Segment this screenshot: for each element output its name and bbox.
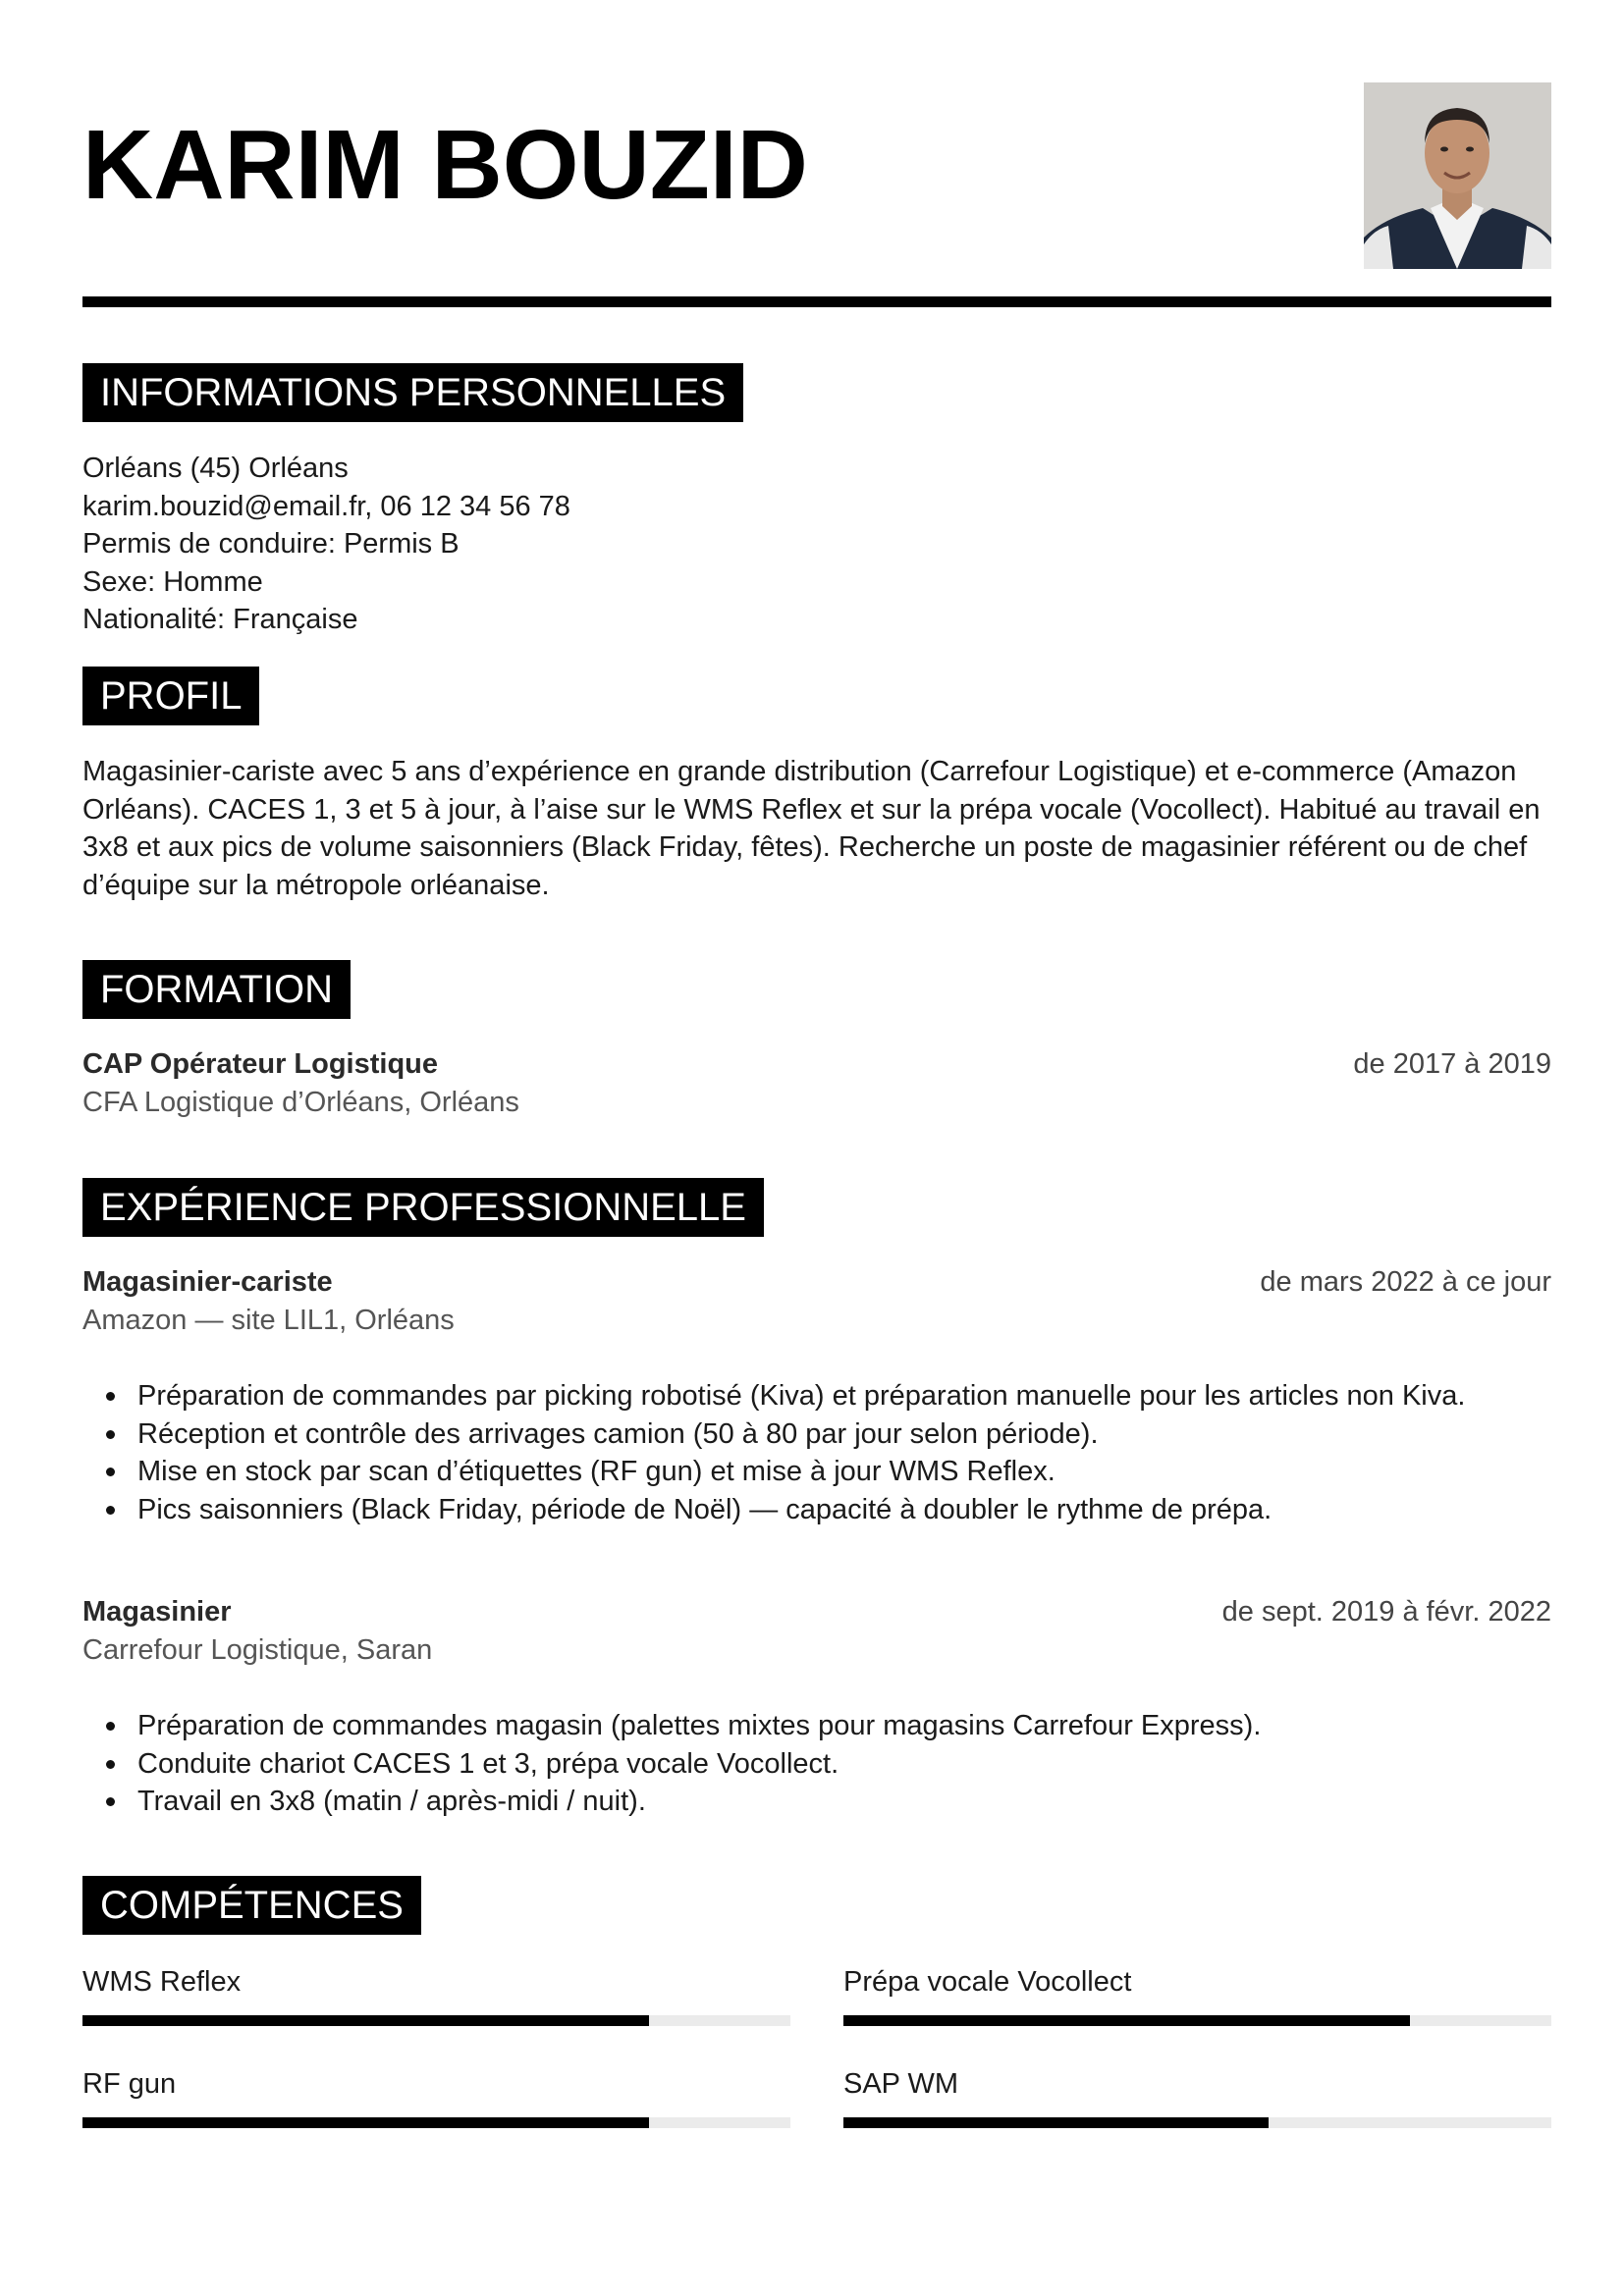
section-header-skills: COMPÉTENCES bbox=[82, 1876, 421, 1935]
job-bullet: Pics saisonniers (Black Friday, période de Noël) — capacité à doubler le rythme de prépa. bbox=[82, 1491, 1551, 1529]
job-bullets bbox=[82, 1377, 1551, 1528]
skill-bar-track bbox=[843, 2117, 1551, 2128]
skill-bar-track bbox=[82, 2117, 790, 2128]
job-bullet: Préparation de commandes magasin (palettes mixtes pour magasins Carrefour Express). bbox=[82, 1707, 1551, 1745]
info-license: Permis de conduire: Permis B bbox=[82, 528, 460, 560]
section-header-education: FORMATION bbox=[82, 960, 351, 1019]
job-dates: de sept. 2019 à févr. 2022 bbox=[1221, 1596, 1551, 1628]
job-bullet: Préparation de commandes par picking robotisé (Kiva) et préparation manuelle pour les articles non Kiva. bbox=[82, 1377, 1551, 1415]
skill-bar-track bbox=[843, 2015, 1551, 2026]
job-bullet: Réception et contrôle des arrivages camion (50 à 80 par jour selon période). bbox=[82, 1415, 1551, 1454]
portrait-image bbox=[1364, 82, 1551, 269]
education-school: CFA Logistique d’Orléans, Orléans bbox=[82, 1087, 519, 1118]
info-location: Orléans (45) Orléans bbox=[82, 453, 349, 484]
skill-bar-fill bbox=[843, 2015, 1410, 2026]
personal-info bbox=[82, 450, 570, 639]
section-header-profile: PROFIL bbox=[82, 667, 259, 725]
job-company: Amazon — site LIL1, Orléans bbox=[82, 1305, 455, 1336]
job-dates: de mars 2022 à ce jour bbox=[1260, 1266, 1551, 1298]
info-contact: karim.bouzid@email.fr, 06 12 34 56 78 bbox=[82, 490, 570, 522]
profile-photo bbox=[1364, 82, 1551, 269]
resume-page bbox=[82, 0, 1551, 2296]
job-title: Magasinier bbox=[82, 1596, 232, 1628]
job-company: Carrefour Logistique, Saran bbox=[82, 1634, 433, 1666]
job-title: Magasinier-cariste bbox=[82, 1266, 333, 1298]
skill-label: Prépa vocale Vocollect bbox=[843, 1966, 1132, 1998]
education-dates: de 2017 à 2019 bbox=[1353, 1048, 1551, 1080]
info-nationality: Nationalité: Française bbox=[82, 604, 358, 635]
job-bullets bbox=[82, 1707, 1551, 1821]
section-header-info: INFORMATIONS PERSONNELLES bbox=[82, 363, 743, 422]
skill-bar-fill bbox=[843, 2117, 1269, 2128]
section-header-experience: EXPÉRIENCE PROFESSIONNELLE bbox=[82, 1178, 764, 1237]
profile-summary: Magasinier-cariste avec 5 ans d’expérience en grande distribution (Carrefour Logistique) et e-commerce (Amazon Orléans). CACES 1, 3 et 5 à jour, à l’aise sur le WMS Reflex et sur la prépa vocale (Vocollect). Habitué au travail en 3x8 et aux pics de volume saisonniers (Black Friday, fêtes). Recherche un poste de magasinier référent ou de chef d’équipe sur la métropole orléanaise. bbox=[82, 756, 1541, 901]
candidate-name: KARIM BOUZID bbox=[82, 110, 808, 220]
skill-bar-fill bbox=[82, 2015, 649, 2026]
skill-label: RF gun bbox=[82, 2068, 177, 2100]
job-bullet: Mise en stock par scan d’étiquettes (RF gun) et mise à jour WMS Reflex. bbox=[82, 1453, 1551, 1491]
skill-bar-track bbox=[82, 2015, 790, 2026]
skill-label: WMS Reflex bbox=[82, 1966, 242, 1998]
skill-label: SAP WM bbox=[843, 2068, 959, 2100]
job-bullet: Conduite chariot CACES 1 et 3, prépa vocale Vocollect. bbox=[82, 1745, 1551, 1784]
info-sex: Sexe: Homme bbox=[82, 565, 263, 598]
skill-bar-fill bbox=[82, 2117, 649, 2128]
job-bullet: Travail en 3x8 (matin / après-midi / nuit). bbox=[82, 1783, 1551, 1821]
header-divider bbox=[82, 296, 1551, 307]
education-title: CAP Opérateur Logistique bbox=[82, 1048, 439, 1080]
